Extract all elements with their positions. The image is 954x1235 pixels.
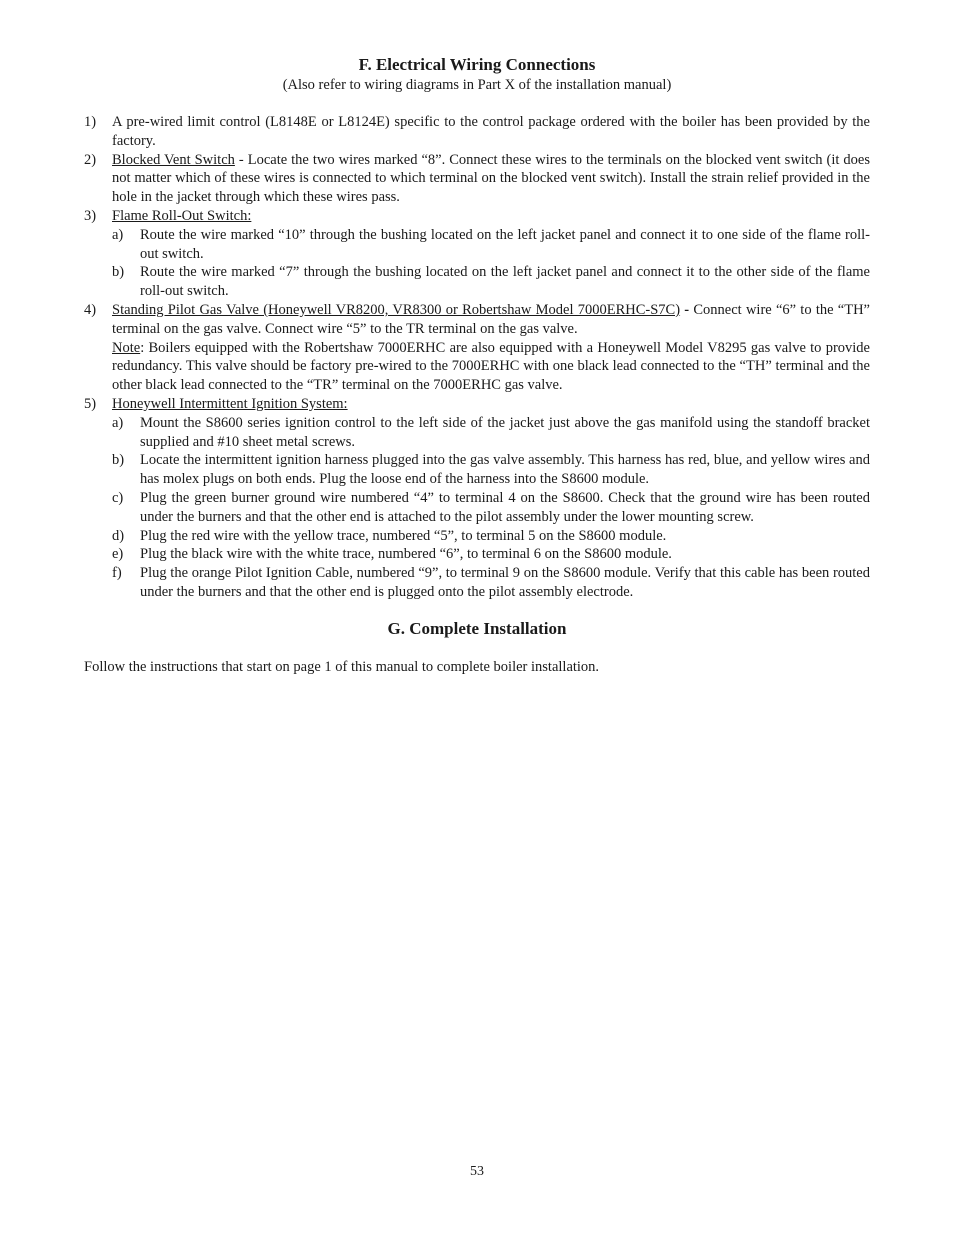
item-number: 4) bbox=[84, 301, 97, 318]
document-page bbox=[84, 0, 870, 1235]
item-number: 1) bbox=[84, 114, 97, 130]
item-number: 3) bbox=[84, 207, 97, 224]
sub-item-text: Route the wire marked “10” through the bushing located on the left jacket panel and connect it to one side of the flame roll-out switch. bbox=[140, 226, 870, 262]
item-separator: - bbox=[680, 301, 694, 318]
item-text: Connect wire “6” to the “TH” terminal on the gas valve. Connect wire “5” to the TR terminal on the gas valve. bbox=[112, 301, 870, 337]
sub-item bbox=[112, 451, 870, 489]
sub-item-text: Plug the red wire with the yellow trace, numbered “5”, to terminal 5 on the S8600 module. bbox=[140, 527, 667, 544]
item-note bbox=[112, 339, 870, 395]
sub-item-letter: b) bbox=[112, 264, 125, 281]
sub-item-text: Locate the intermittent ignition harness plugged into the gas valve assembly. This harness has red, blue, and yellow wires and has molex plugs on both ends. Plug the loose end of the harness into the S8600 module. bbox=[140, 452, 870, 488]
list-item bbox=[84, 113, 870, 151]
sub-item-text: Plug the green burner ground wire numbered “4” to terminal 4 on the S8600. Check that the ground wire has been routed under the burners and that the other end is attached to the pilot assembly under the lower mounting screw. bbox=[140, 489, 870, 525]
sub-item-text: Plug the black wire with the white trace, numbered “6”, to terminal 6 on the S8600 module. bbox=[140, 546, 672, 563]
item-separator: - bbox=[234, 151, 248, 168]
item-lead: Standing Pilot Gas Valve (Honeywell VR8200, VR8300 or Robertshaw Model 7000ERHC-S7C) bbox=[112, 301, 681, 318]
list-item bbox=[84, 395, 870, 602]
list-item bbox=[84, 207, 870, 301]
sub-item-letter: e) bbox=[112, 546, 124, 563]
note-label: Note bbox=[112, 339, 141, 356]
page-number: 53 bbox=[470, 1164, 484, 1179]
sub-item-letter: a) bbox=[112, 226, 124, 243]
sub-item-letter: d) bbox=[112, 527, 125, 544]
sub-item-letter: c) bbox=[112, 489, 124, 506]
sub-item bbox=[112, 414, 870, 452]
section-g-heading: G. Complete Installation bbox=[387, 619, 567, 638]
item-text: A pre-wired limit control (L8148E or L8124E) specific to the control package ordered with the boiler has been provided by the factory. bbox=[112, 114, 870, 149]
list-item bbox=[84, 151, 870, 207]
sub-item-text: Plug the orange Pilot Ignition Cable, numbered “9”, to terminal 9 on the S8600 module. Verify that this cable has been routed under the burners and that the other end is plugged onto the pilot assembly electrode. bbox=[140, 565, 870, 600]
note-text: : Boilers equipped with the Robertshaw 7000ERHC are also equipped with a Honeywell Model V8295 gas valve to provide redundancy. This valve should be factory pre-wired to the 7000ERHC with one black lead connected to the “TH” terminal and the other black lead connected to the “TR” terminal on the 7000ERHC gas valve. bbox=[112, 339, 870, 394]
item-lead: Flame Roll-Out Switch: bbox=[112, 207, 252, 224]
sub-item bbox=[112, 226, 870, 264]
sub-item-letter: a) bbox=[112, 414, 124, 431]
sub-item-text: Mount the S8600 series ignition control to the left side of the jacket just above the gas manifold using the standoff bracket supplied and #10 sheet metal screws. bbox=[140, 414, 870, 450]
item-number: 2) bbox=[84, 151, 97, 168]
section-g-paragraph: Follow the instructions that start on page 1 of this manual to complete boiler installation. bbox=[84, 659, 600, 675]
list-item bbox=[84, 301, 870, 395]
sub-item bbox=[112, 527, 870, 546]
wiring-steps-list bbox=[84, 113, 870, 602]
item-lead: Honeywell Intermittent Ignition System: bbox=[112, 395, 348, 412]
item-number: 5) bbox=[84, 395, 97, 412]
sub-item-text: Route the wire marked “7” through the bushing located on the left jacket panel and connect it to the other side of the flame roll-out switch. bbox=[140, 264, 870, 300]
item-lead: Blocked Vent Switch bbox=[112, 151, 235, 168]
sub-item bbox=[112, 489, 870, 527]
section-f-subtitle: (Also refer to wiring diagrams in Part X of the installation manual) bbox=[282, 77, 672, 93]
sub-item-letter: f) bbox=[112, 565, 122, 582]
sub-item bbox=[112, 564, 870, 602]
sub-item-letter: b) bbox=[112, 452, 125, 469]
section-f-heading: F. Electrical Wiring Connections bbox=[358, 55, 596, 74]
sub-item bbox=[112, 263, 870, 301]
sub-item bbox=[112, 545, 870, 564]
item-text: Locate the two wires marked “8”. Connect these wires to the terminals on the blocked vent switch (it does not matter which of these wires is connected to which terminal on the blocked vent switch). Install the strain relief provided in the hole in the jacket through which these wires pass. bbox=[112, 151, 870, 206]
